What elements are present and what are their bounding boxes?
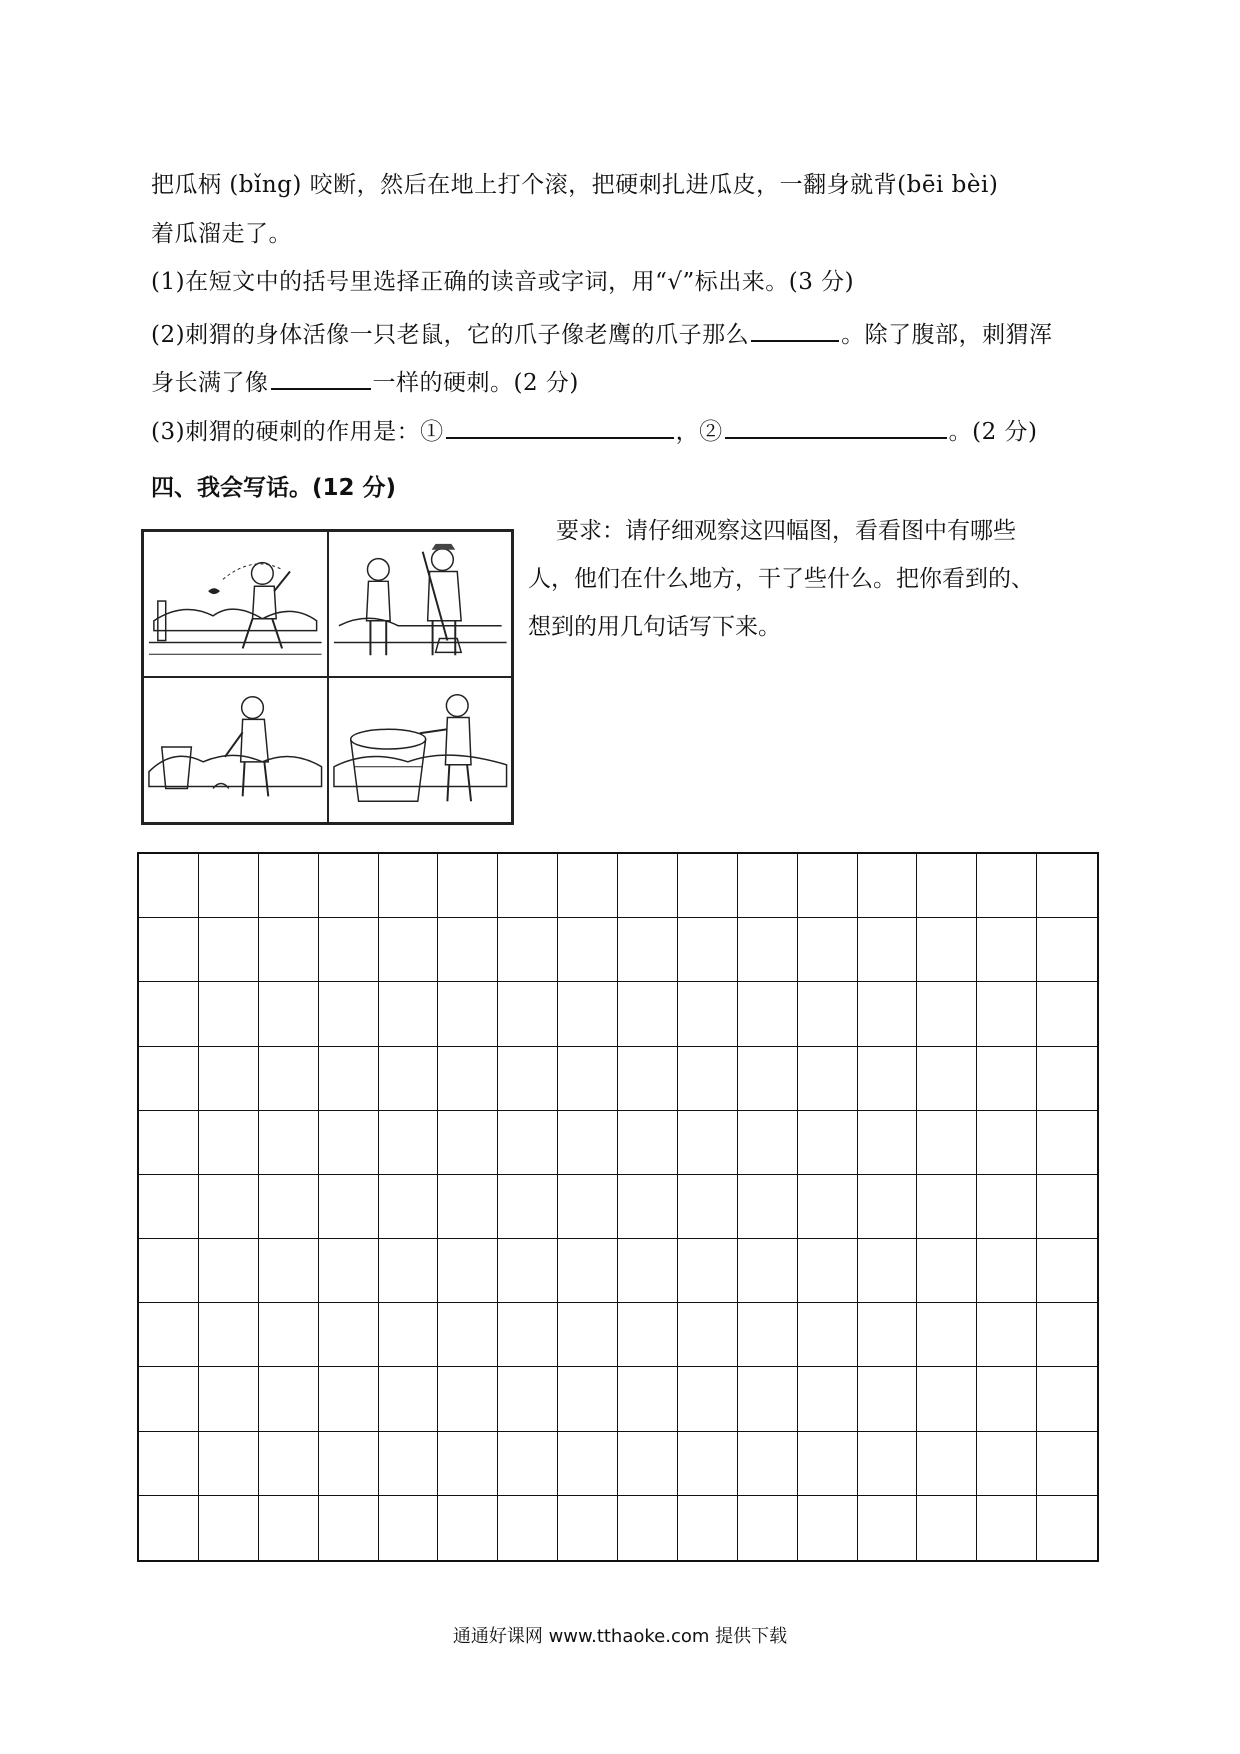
grid-cell[interactable] (798, 1111, 858, 1175)
grid-cell[interactable] (618, 1239, 678, 1303)
grid-cell[interactable] (438, 1367, 498, 1431)
grid-cell[interactable] (977, 1175, 1037, 1239)
grid-cell[interactable] (798, 1175, 858, 1239)
grid-cell[interactable] (319, 1303, 379, 1367)
grid-cell[interactable] (379, 918, 439, 982)
grid-cell[interactable] (558, 1432, 618, 1496)
grid-cell[interactable] (379, 1303, 439, 1367)
grid-cell[interactable] (917, 1047, 977, 1111)
boy-at-trash-bin-illustration (329, 678, 512, 822)
grid-cell[interactable] (917, 1239, 977, 1303)
grid-cell[interactable] (259, 1111, 319, 1175)
grid-cell[interactable] (678, 1303, 738, 1367)
grid-cell[interactable] (319, 1047, 379, 1111)
grid-cell[interactable] (977, 1239, 1037, 1303)
grid-cell[interactable] (139, 1111, 199, 1175)
grid-cell[interactable] (199, 1496, 259, 1560)
grid-cell[interactable] (618, 1303, 678, 1367)
grid-cell[interactable] (678, 1047, 738, 1111)
grid-cell[interactable] (319, 854, 379, 918)
grid-cell[interactable] (199, 1367, 259, 1431)
grid-cell[interactable] (977, 1367, 1037, 1431)
grid-cell[interactable] (498, 854, 558, 918)
grid-cell[interactable] (438, 1111, 498, 1175)
grid-cell[interactable] (858, 1111, 918, 1175)
grid-cell[interactable] (438, 1432, 498, 1496)
grid-cell[interactable] (798, 1367, 858, 1431)
grid-cell[interactable] (618, 1496, 678, 1560)
grid-cell[interactable] (438, 854, 498, 918)
grid-cell[interactable] (199, 1432, 259, 1496)
grid-cell[interactable] (678, 1367, 738, 1431)
grid-cell[interactable] (917, 1111, 977, 1175)
grid-cell[interactable] (558, 982, 618, 1046)
grid-cell[interactable] (319, 1367, 379, 1431)
grid-cell[interactable] (798, 854, 858, 918)
grid-cell[interactable] (618, 982, 678, 1046)
grid-cell[interactable] (379, 1367, 439, 1431)
grid-cell[interactable] (977, 854, 1037, 918)
grid-cell[interactable] (738, 1367, 798, 1431)
grid-cell[interactable] (1037, 1496, 1097, 1560)
grid-cell[interactable] (498, 1432, 558, 1496)
grid-cell[interactable] (259, 1175, 319, 1239)
four-panel-picture (141, 529, 514, 825)
grid-cell[interactable] (498, 982, 558, 1046)
grid-cell[interactable] (858, 1496, 918, 1560)
grid-cell[interactable] (738, 1303, 798, 1367)
grid-cell[interactable] (139, 1303, 199, 1367)
grid-cell[interactable] (438, 1175, 498, 1239)
grid-cell[interactable] (798, 918, 858, 982)
grid-cell[interactable] (498, 1111, 558, 1175)
grid-cell[interactable] (798, 1432, 858, 1496)
grid-cell[interactable] (1037, 982, 1097, 1046)
grid-cell[interactable] (199, 1111, 259, 1175)
question-3-text-c: 。(2 分) (948, 419, 1038, 445)
grid-cell[interactable] (678, 854, 738, 918)
grid-cell[interactable] (738, 982, 798, 1046)
grid-cell[interactable] (618, 1432, 678, 1496)
question-2-line-1 (151, 318, 1053, 350)
grid-cell[interactable] (379, 982, 439, 1046)
grid-cell[interactable] (199, 854, 259, 918)
grid-cell[interactable] (379, 1496, 439, 1560)
grid-cell[interactable] (1037, 1047, 1097, 1111)
grid-cell[interactable] (379, 1111, 439, 1175)
grid-cell[interactable] (917, 1303, 977, 1367)
grid-cell[interactable] (379, 1175, 439, 1239)
requirement-line-2: 人，他们在什么地方，干了些什么。把你看到的、 (528, 566, 1034, 592)
grid-cell[interactable] (1037, 1239, 1097, 1303)
grid-cell[interactable] (319, 1111, 379, 1175)
boy-throwing-peel-illustration (144, 532, 327, 676)
grid-cell[interactable] (558, 1303, 618, 1367)
grid-cell[interactable] (259, 1432, 319, 1496)
grid-cell[interactable] (1037, 1303, 1097, 1367)
grid-cell[interactable] (858, 1432, 918, 1496)
grid-cell[interactable] (678, 1432, 738, 1496)
grid-cell[interactable] (199, 1239, 259, 1303)
grid-cell[interactable] (858, 854, 918, 918)
grid-cell[interactable] (1037, 1367, 1097, 1431)
question-2-text-b: 。除了腹部，刺猬浑 (841, 322, 1053, 348)
grid-cell[interactable] (738, 854, 798, 918)
grid-cell[interactable] (738, 1111, 798, 1175)
question-2-text-c: 身长满了像 (151, 370, 269, 396)
grid-cell[interactable] (438, 1239, 498, 1303)
grid-cell[interactable] (199, 1175, 259, 1239)
grid-cell[interactable] (798, 982, 858, 1046)
grid-cell[interactable] (438, 918, 498, 982)
grid-cell[interactable] (917, 1432, 977, 1496)
grid-cell[interactable] (858, 982, 918, 1046)
grid-cell[interactable] (259, 1367, 319, 1431)
grid-cell[interactable] (917, 918, 977, 982)
grid-cell[interactable] (139, 918, 199, 982)
grid-cell[interactable] (558, 918, 618, 982)
picture-panel-2 (328, 531, 513, 677)
grid-cell[interactable] (319, 1432, 379, 1496)
grid-cell[interactable] (558, 1239, 618, 1303)
grid-cell[interactable] (379, 1432, 439, 1496)
grid-cell[interactable] (259, 982, 319, 1046)
grid-cell[interactable] (558, 1367, 618, 1431)
grid-cell[interactable] (977, 1496, 1037, 1560)
grid-cell[interactable] (558, 1047, 618, 1111)
grid-cell[interactable] (678, 1239, 738, 1303)
grid-cell[interactable] (319, 918, 379, 982)
grid-cell[interactable] (977, 1047, 1037, 1111)
grid-cell[interactable] (618, 854, 678, 918)
picture-panel-1 (143, 531, 328, 677)
grid-cell[interactable] (498, 1496, 558, 1560)
grid-cell[interactable] (498, 1175, 558, 1239)
grid-cell[interactable] (139, 1175, 199, 1239)
question-2-text-a: (2)刺猬的身体活像一只老鼠，它的爪子像老鹰的爪子那么 (151, 322, 750, 348)
grid-cell[interactable] (498, 1239, 558, 1303)
grid-cell[interactable] (917, 982, 977, 1046)
grid-cell[interactable] (139, 1432, 199, 1496)
grid-cell[interactable] (379, 1047, 439, 1111)
grid-cell[interactable] (558, 1175, 618, 1239)
grid-cell[interactable] (678, 982, 738, 1046)
grid-cell[interactable] (858, 1239, 918, 1303)
grid-cell[interactable] (199, 1303, 259, 1367)
grid-cell[interactable] (678, 1496, 738, 1560)
grid-cell[interactable] (798, 1047, 858, 1111)
requirement-line-1: 要求：请仔细观察这四幅图，看看图中有哪些 (556, 518, 1016, 544)
grid-cell[interactable] (738, 1047, 798, 1111)
question-1: (1)在短文中的括号里选择正确的读音或字词，用“√”标出来。(3 分) (151, 269, 855, 295)
grid-cell[interactable] (558, 854, 618, 918)
grid-cell[interactable] (917, 854, 977, 918)
grid-cell[interactable] (438, 1047, 498, 1111)
grid-cell[interactable] (678, 1111, 738, 1175)
grid-cell[interactable] (498, 1303, 558, 1367)
grid-cell[interactable] (1037, 918, 1097, 982)
grid-cell[interactable] (498, 918, 558, 982)
grid-cell[interactable] (858, 918, 918, 982)
grid-cell[interactable] (379, 1239, 439, 1303)
picture-panel-3 (143, 677, 328, 823)
grid-cell[interactable] (618, 1367, 678, 1431)
question-2-text-d: 一样的硬刺。(2 分) (372, 370, 579, 396)
grid-cell[interactable] (558, 1111, 618, 1175)
grid-cell[interactable] (259, 1047, 319, 1111)
boy-picking-up-peel-illustration (144, 678, 327, 822)
grid-cell[interactable] (977, 1111, 1037, 1175)
grid-cell[interactable] (498, 1367, 558, 1431)
grid-cell[interactable] (259, 854, 319, 918)
grid-cell[interactable] (917, 1367, 977, 1431)
grid-cell[interactable] (618, 1047, 678, 1111)
grid-cell[interactable] (558, 1496, 618, 1560)
grid-cell[interactable] (139, 1239, 199, 1303)
question-3-text-b: ，② (675, 419, 723, 445)
grid-cell[interactable] (977, 918, 1037, 982)
grid-cell[interactable] (917, 1175, 977, 1239)
grid-cell[interactable] (858, 1303, 918, 1367)
grid-cell[interactable] (139, 1367, 199, 1431)
grid-cell[interactable] (858, 1047, 918, 1111)
grid-cell[interactable] (438, 982, 498, 1046)
grid-cell[interactable] (259, 1239, 319, 1303)
grid-cell[interactable] (379, 854, 439, 918)
requirement-line-3: 想到的用几句话写下来。 (528, 614, 781, 640)
footer-credit: 通通好课网 www.tthaoke.com 提供下载 (452, 1626, 788, 1647)
grid-cell[interactable] (319, 1175, 379, 1239)
grid-cell[interactable] (259, 1303, 319, 1367)
grid-cell[interactable] (977, 1432, 1037, 1496)
answer-blank-3a[interactable] (446, 415, 674, 439)
grid-cell[interactable] (1037, 1111, 1097, 1175)
grid-cell[interactable] (977, 982, 1037, 1046)
grid-cell[interactable] (1037, 854, 1097, 918)
grid-cell[interactable] (139, 854, 199, 918)
answer-blank-2a[interactable] (751, 318, 839, 342)
grid-cell[interactable] (259, 1496, 319, 1560)
grid-cell[interactable] (438, 1496, 498, 1560)
answer-blank-3b[interactable] (725, 415, 947, 439)
grid-cell[interactable] (199, 982, 259, 1046)
grid-cell[interactable] (917, 1496, 977, 1560)
grid-cell[interactable] (199, 1047, 259, 1111)
writing-grid[interactable] (137, 852, 1099, 1562)
sweeper-and-boy-illustration (329, 532, 512, 676)
grid-cell[interactable] (139, 1496, 199, 1560)
grid-cell[interactable] (618, 918, 678, 982)
answer-blank-2b[interactable] (271, 366, 371, 390)
grid-cell[interactable] (678, 1175, 738, 1239)
grid-cell[interactable] (438, 1303, 498, 1367)
grid-cell[interactable] (618, 1111, 678, 1175)
grid-cell[interactable] (977, 1303, 1037, 1367)
passage-line-1: 把瓜柄 (bǐng) 咬断，然后在地上打个滚，把硬刺扎进瓜皮，一翻身就背(bēi bèi) (151, 172, 999, 198)
grid-cell[interactable] (738, 918, 798, 982)
grid-cell[interactable] (199, 918, 259, 982)
grid-cell[interactable] (798, 1496, 858, 1560)
grid-cell[interactable] (1037, 1432, 1097, 1496)
grid-cell[interactable] (798, 1303, 858, 1367)
grid-cell[interactable] (319, 1239, 379, 1303)
grid-cell[interactable] (498, 1047, 558, 1111)
grid-cell[interactable] (319, 1496, 379, 1560)
grid-cell[interactable] (798, 1239, 858, 1303)
section-4-title: 四、我会写话。(12 分) (151, 475, 397, 501)
grid-cell[interactable] (678, 918, 738, 982)
grid-cell[interactable] (738, 1496, 798, 1560)
grid-cell[interactable] (858, 1175, 918, 1239)
grid-cell[interactable] (618, 1175, 678, 1239)
picture-panel-4 (328, 677, 513, 823)
grid-cell[interactable] (259, 918, 319, 982)
question-3-line (151, 415, 1037, 447)
question-2-line-2 (151, 366, 579, 398)
grid-cell[interactable] (319, 982, 379, 1046)
grid-cell[interactable] (738, 1432, 798, 1496)
grid-cell[interactable] (858, 1367, 918, 1431)
grid-cell[interactable] (1037, 1175, 1097, 1239)
grid-cell[interactable] (738, 1175, 798, 1239)
grid-cell[interactable] (139, 1047, 199, 1111)
grid-cell[interactable] (139, 982, 199, 1046)
question-3-text-a: (3)刺猬的硬刺的作用是：① (151, 419, 444, 445)
passage-line-2: 着瓜溜走了。 (151, 221, 292, 247)
grid-cell[interactable] (738, 1239, 798, 1303)
